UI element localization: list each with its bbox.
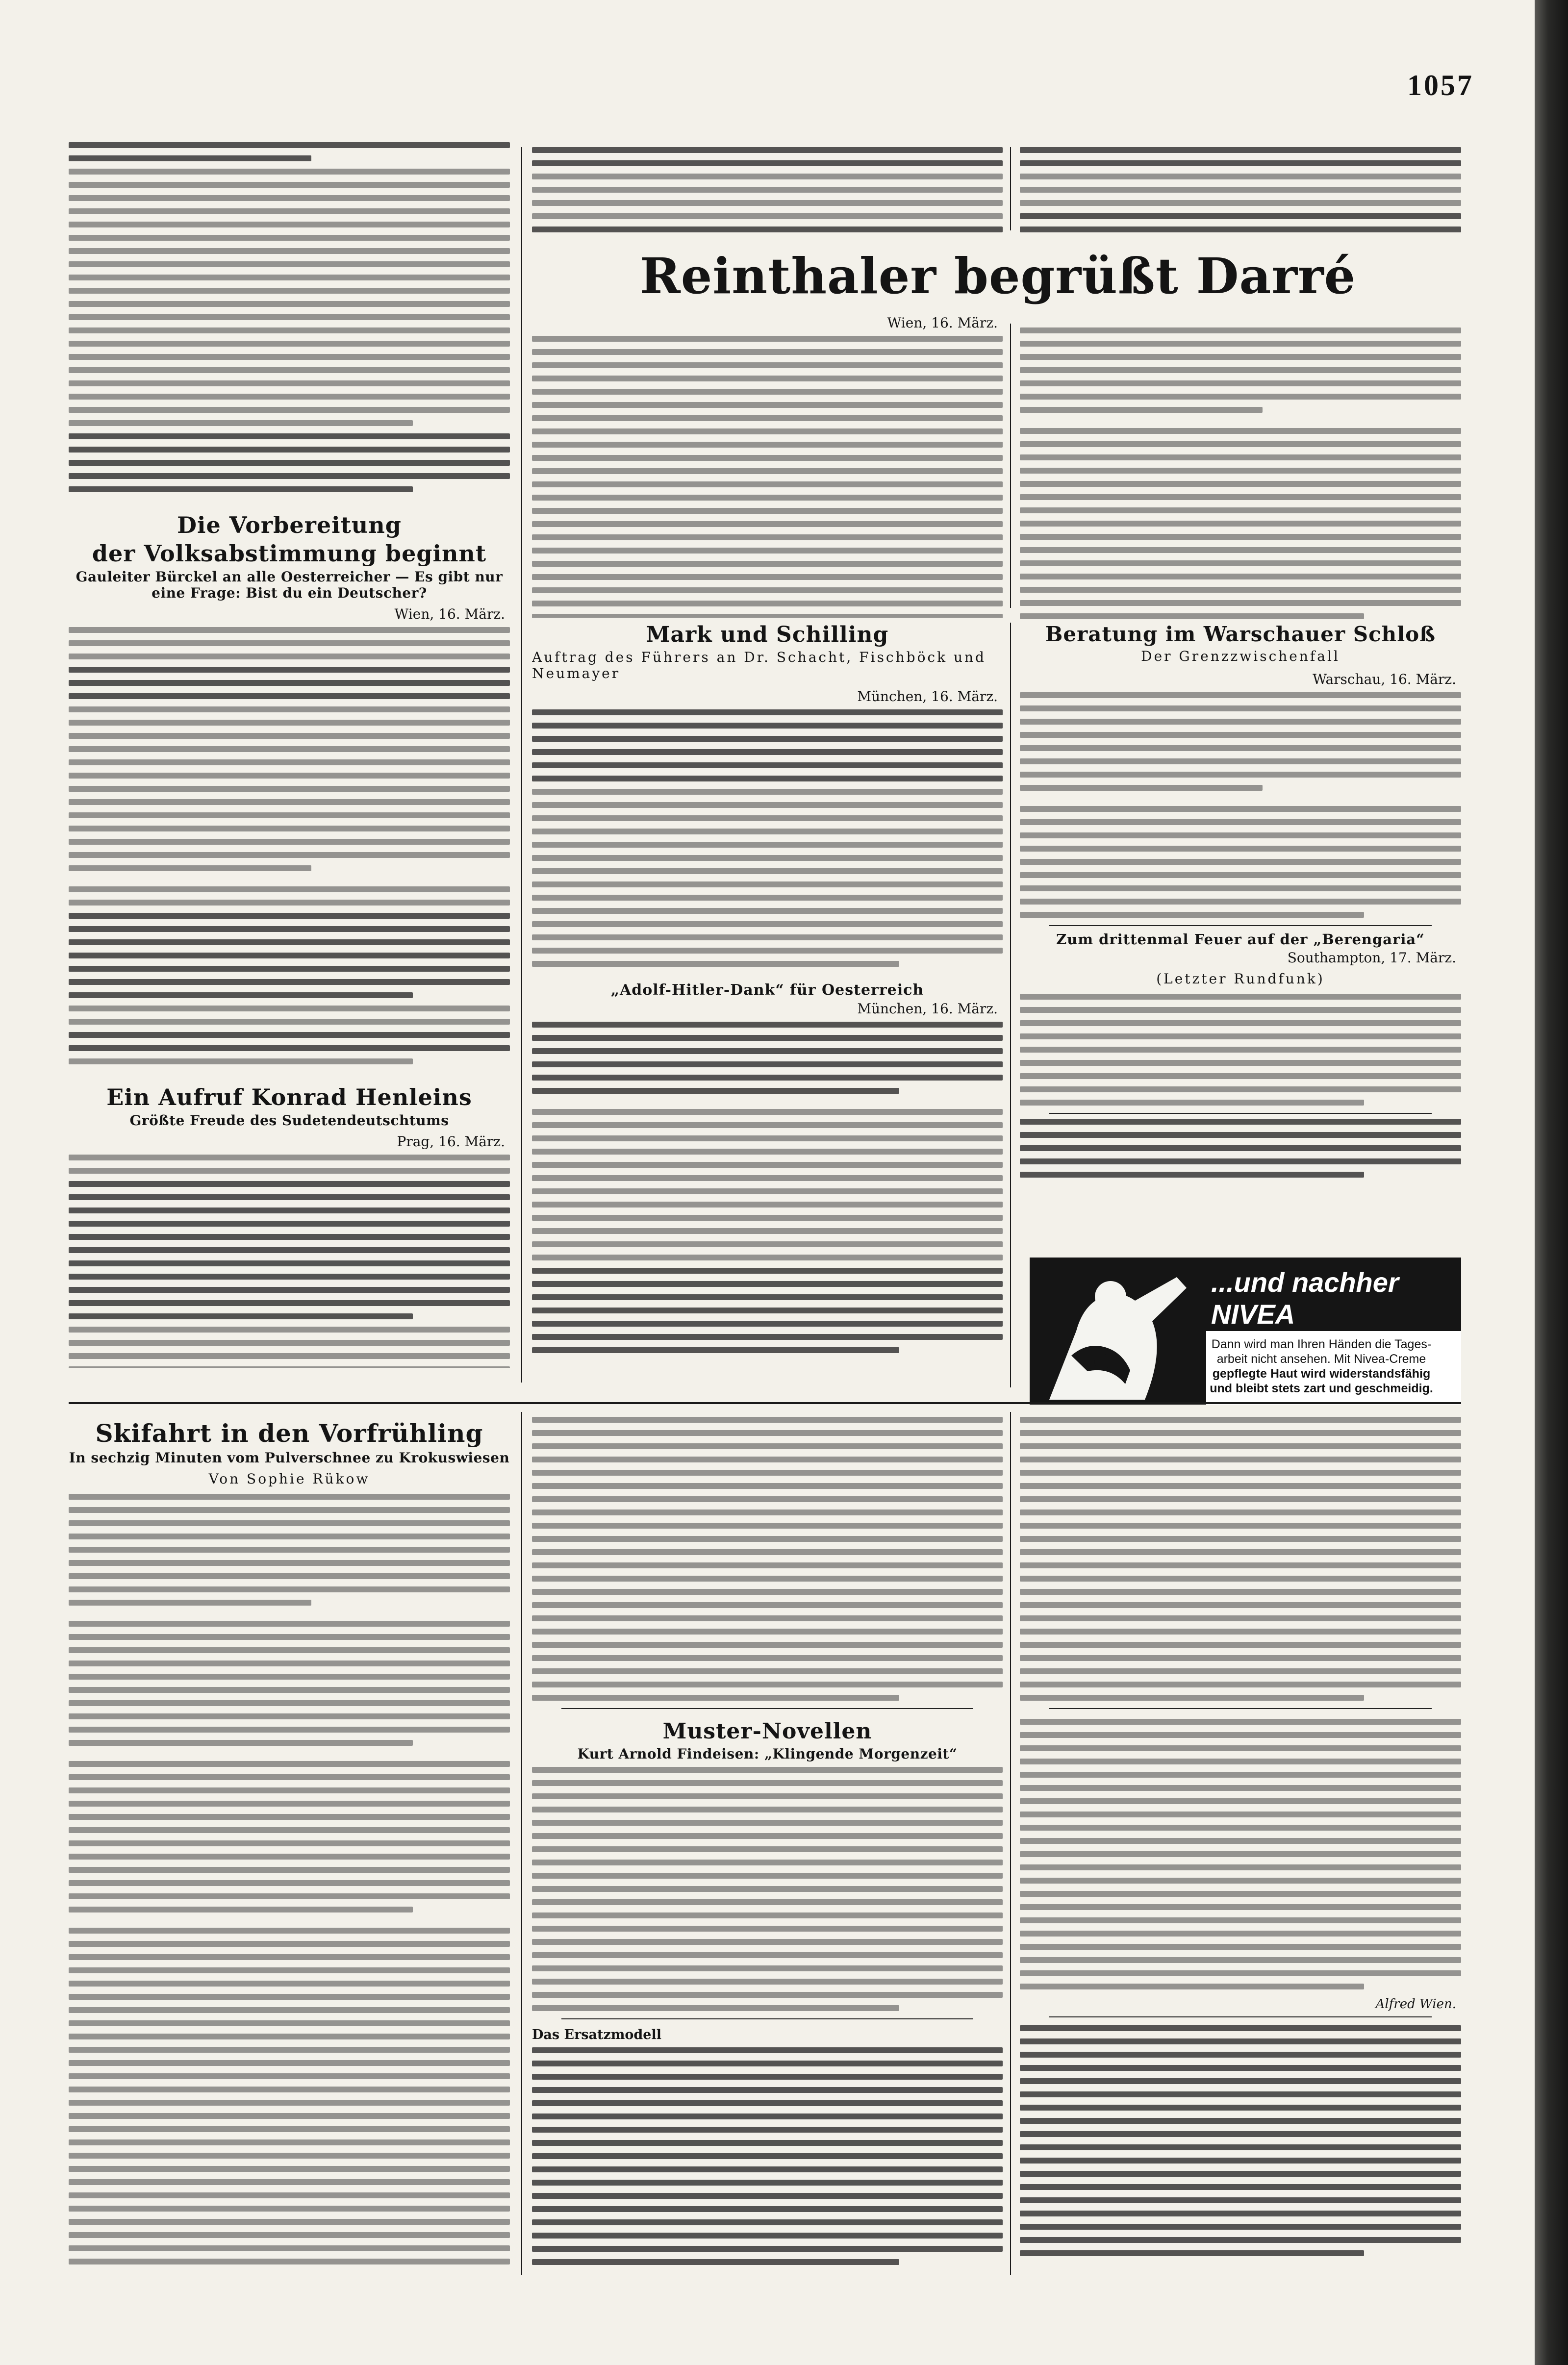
- divider: [1049, 1708, 1432, 1709]
- page-number: 1057: [1407, 69, 1474, 101]
- ad-line: arbeit nicht ansehen. Mit Nivea-Creme: [1216, 1352, 1426, 1366]
- column-lower-mid: [532, 1417, 1003, 2270]
- ad-line: Dann wird man Ihren Händen die Tages-: [1211, 1337, 1432, 1351]
- column-rule: [1010, 324, 1011, 608]
- headline: Ein Aufruf Konrad Henleins: [106, 1084, 472, 1110]
- headline: der Volksabstimmung beginnt: [92, 540, 487, 567]
- article-volksabstimmung: [69, 512, 510, 1064]
- headline: Beratung im Warschauer Schloß: [1045, 622, 1436, 646]
- headline: Die Vorbereitung: [177, 512, 402, 538]
- dateline: Southampton, 17. März.: [1287, 950, 1456, 966]
- article-henlein: [69, 1084, 510, 1368]
- article-mark-schilling: [532, 622, 1003, 967]
- article-skifahrt-end: [1020, 1417, 1461, 1701]
- dateline: Wien, 16. März.: [887, 315, 998, 331]
- subheadline: Kurt Arnold Findeisen: „Klingende Morgenzeit“: [577, 1746, 958, 1762]
- article-muster-novellen-cont: [1020, 1719, 1461, 2012]
- main-article-text-right: [1020, 327, 1461, 622]
- byline: Auftrag des Führers an Dr. Schacht, Fischböck und Neumayer: [532, 649, 986, 681]
- article-japan: [1020, 1119, 1461, 1178]
- column-top-left: [69, 142, 510, 1368]
- divider: [1049, 1113, 1432, 1114]
- divider: [1049, 925, 1432, 926]
- note: (Letzter Rundfunk): [1156, 971, 1325, 987]
- headline: Das Ersatzmodell: [532, 2027, 661, 2042]
- headline: Zum drittenmal Feuer auf der „Berengaria“: [1056, 931, 1425, 948]
- column-rule: [521, 147, 522, 1383]
- dateline: München, 16. März.: [857, 1001, 998, 1017]
- column-lower-right: [1020, 1417, 1461, 2270]
- column-rule: [521, 1412, 522, 2275]
- headline: „Adolf-Hitler-Dank“ für Oesterreich: [610, 981, 924, 999]
- ad-line: gepflegte Haut wird widerstandsfähig: [1212, 1367, 1431, 1381]
- ad-line: und bleibt stets zart und geschmeidig.: [1210, 1382, 1433, 1395]
- nivea-advertisement: [1030, 1258, 1461, 1405]
- headline: Mark und Schilling: [646, 622, 889, 647]
- dateline: Wien, 16. März.: [394, 606, 505, 622]
- article-ersatzmodell-cont: [1020, 2025, 1461, 2256]
- subheadline: Größte Freude des Sudetendeutschtums: [129, 1112, 449, 1129]
- column-rule: [1010, 1412, 1011, 2275]
- article-hitler-dank: [532, 981, 1003, 1353]
- subheadline: Gauleiter Bürckel an alle Oesterreicher — Es gibt nur eine Frage: Bist du ein Deutscher?: [76, 569, 503, 601]
- column-rule: [1010, 623, 1011, 1387]
- article-warschau: [1020, 622, 1461, 918]
- ad-illustration-icon: [1030, 1258, 1206, 1405]
- article-muster-novellen: [532, 1719, 1003, 2011]
- dateline: Warschau, 16. März.: [1313, 671, 1456, 687]
- divider: [561, 2018, 973, 2019]
- column-lower-left: [69, 1417, 510, 2270]
- column-top-mid: [532, 147, 1003, 235]
- byline: Der Grenzzwischenfall: [1141, 648, 1340, 664]
- column-right: [1020, 620, 1461, 1253]
- dateline: München, 16. März.: [857, 688, 998, 704]
- headline: Muster-Novellen: [662, 1719, 872, 1744]
- divider: [561, 1708, 973, 1709]
- main-headline: Reinthaler begrüßt Darré: [639, 247, 1356, 305]
- byline: Von Sophie Rükow: [208, 1471, 370, 1487]
- column-rule: [1010, 147, 1011, 230]
- article-continuation: [69, 142, 510, 492]
- section-rule: [69, 1402, 1461, 1404]
- main-article: [532, 245, 1464, 309]
- subheadline: In sechzig Minuten vom Pulverschnee zu Krokuswiesen: [69, 1450, 510, 1466]
- divider: [1049, 2016, 1432, 2017]
- article-berengaria: [1020, 931, 1461, 1106]
- ad-body: [1187, 1337, 1456, 1396]
- column-mid: [532, 620, 1003, 1383]
- ad-headline: ...und nachher NIVEA: [1211, 1267, 1399, 1330]
- dateline: Prag, 16. März.: [397, 1133, 505, 1150]
- main-article-text-left: [532, 314, 1003, 618]
- column-top-right: [1020, 147, 1461, 235]
- article-skifahrt: [69, 1419, 510, 2270]
- signature: Alfred Wien.: [1375, 1997, 1456, 2012]
- headline: Skifahrt in den Vorfrühling: [95, 1419, 483, 1448]
- page-edge-shadow: [1535, 0, 1568, 2365]
- article-skifahrt-cont: [532, 1417, 1003, 1701]
- article-ersatzmodell: [532, 2027, 1003, 2265]
